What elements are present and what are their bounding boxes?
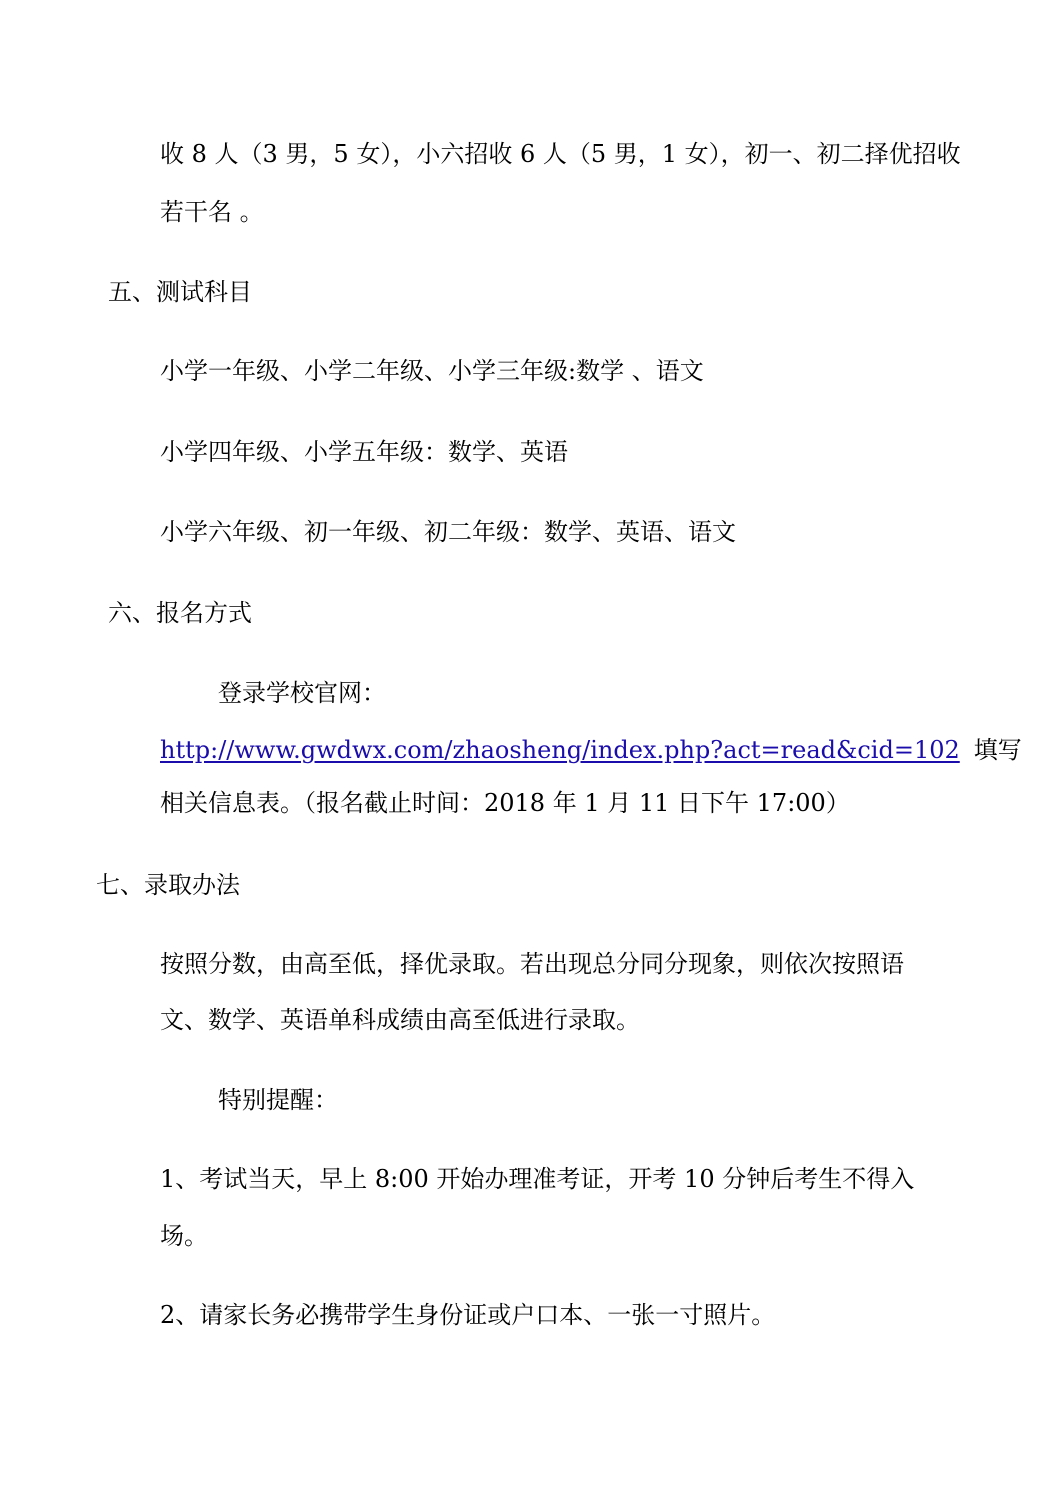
section-heading-admission: 七、录取办法 bbox=[96, 871, 240, 899]
registration-fill-text: 填写 bbox=[973, 736, 1022, 764]
registration-url-link[interactable]: http://www.gwdwx.com/zhaosheng/index.php?act=read&cid=102 bbox=[160, 736, 960, 764]
special-reminder-heading: 特别提醒： bbox=[218, 1086, 338, 1114]
reminder-item-1-cont: 场。 bbox=[160, 1222, 208, 1250]
registration-deadline: 相关信息表。（报名截止时间：2018 年 1 月 11 日下午 17:00） bbox=[160, 789, 850, 817]
subjects-grade-6-junior: 小学六年级、初一年级、初二年级：数学、英语、语文 bbox=[160, 518, 736, 546]
paragraph-enrollment-quota: 收 8 人（3 男，5 女），小六招收 6 人（5 男，1 女），初一、初二择优招收 bbox=[160, 140, 961, 168]
subjects-grades-4-5: 小学四年级、小学五年级：数学、英语 bbox=[160, 438, 568, 466]
section-heading-registration: 六、报名方式 bbox=[108, 599, 252, 627]
registration-instruction: 登录学校官网： bbox=[218, 679, 386, 707]
paragraph-enrollment-quota-cont: 若干名 。 bbox=[160, 198, 264, 226]
admission-rule: 按照分数，由高至低，择优录取。若出现总分同分现象，则依次按照语 bbox=[160, 950, 904, 978]
reminder-item-1: 1、考试当天，早上 8:00 开始办理准考证，开考 10 分钟后考生不得入 bbox=[160, 1165, 915, 1193]
subjects-grades-1-3: 小学一年级、小学二年级、小学三年级:数学 、语文 bbox=[160, 357, 704, 385]
registration-link-line bbox=[160, 734, 1022, 766]
reminder-item-2: 2、请家长务必携带学生身份证或户口本、一张一寸照片。 bbox=[160, 1301, 776, 1329]
admission-rule-cont: 文、数学、英语单科成绩由高至低进行录取。 bbox=[160, 1006, 640, 1034]
section-heading-test-subjects: 五、测试科目 bbox=[108, 278, 252, 306]
